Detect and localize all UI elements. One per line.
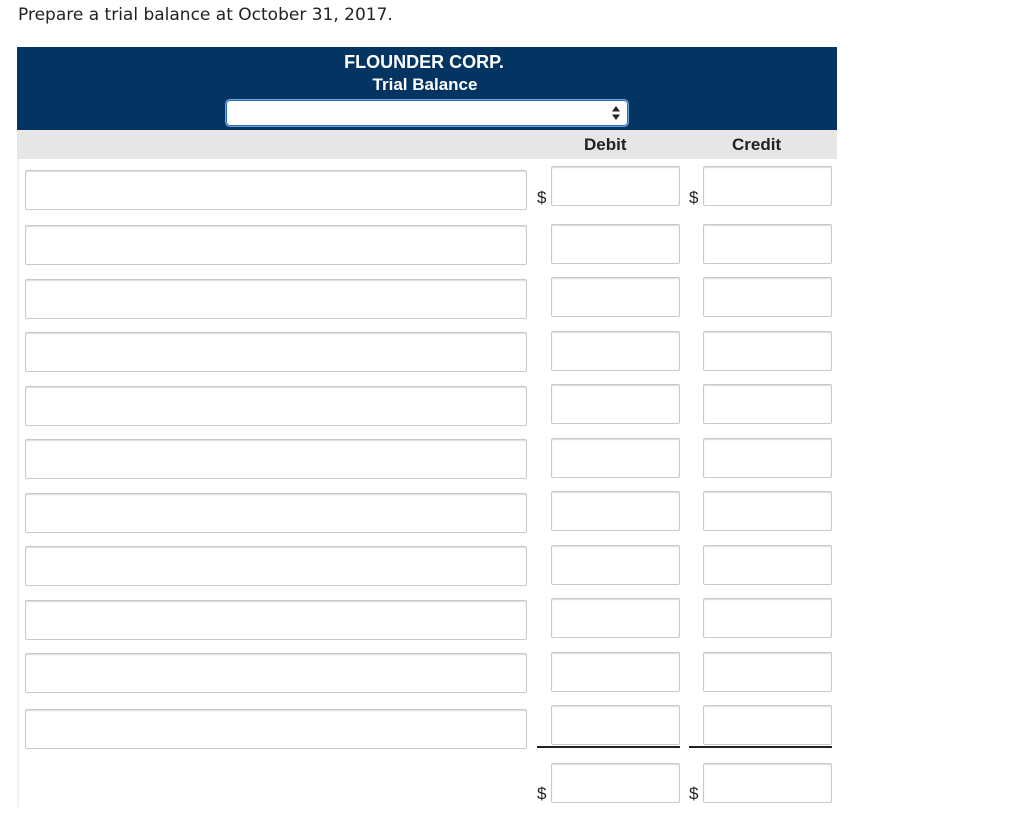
account-name-input[interactable] <box>25 439 527 479</box>
statement-title: Trial Balance <box>372 75 478 94</box>
account-name-input[interactable] <box>25 279 527 319</box>
credit-total-input[interactable] <box>703 763 832 803</box>
debit-amount-input[interactable] <box>551 438 680 478</box>
credit-amount-input[interactable] <box>703 491 832 531</box>
debit-total-dollar-sign: $ <box>537 784 547 803</box>
instruction-text: Prepare a trial balance at October 31, 2017. <box>18 5 393 25</box>
credit-total-dollar-sign: $ <box>689 784 699 803</box>
debit-amount-input[interactable] <box>551 331 680 371</box>
debit-amount-input[interactable] <box>551 652 680 692</box>
debit-amount-input[interactable] <box>551 384 680 424</box>
debit-amount-input[interactable] <box>551 705 680 745</box>
credit-amount-input[interactable] <box>703 277 832 317</box>
credit-amount-input[interactable] <box>703 224 832 264</box>
column-header-row <box>17 130 837 159</box>
debit-column-header: Debit <box>584 135 627 154</box>
date-select[interactable] <box>225 99 629 127</box>
account-name-input[interactable] <box>25 600 527 640</box>
credit-amount-input[interactable] <box>703 166 832 206</box>
credit-amount-input[interactable] <box>703 598 832 638</box>
credit-amount-input[interactable] <box>703 438 832 478</box>
credit-total-rule <box>689 746 832 748</box>
credit-amount-input[interactable] <box>703 705 832 745</box>
credit-amount-input[interactable] <box>703 545 832 585</box>
statement-header <box>17 47 837 130</box>
account-name-input[interactable] <box>25 170 527 210</box>
company-name: FLOUNDER CORP. <box>344 52 504 72</box>
debit-amount-input[interactable] <box>551 545 680 585</box>
debit-amount-input[interactable] <box>551 598 680 638</box>
account-name-input[interactable] <box>25 653 527 693</box>
account-name-input[interactable] <box>25 332 527 372</box>
debit-amount-input[interactable] <box>551 277 680 317</box>
credit-amount-input[interactable] <box>703 652 832 692</box>
account-name-input[interactable] <box>25 225 527 265</box>
debit-amount-input[interactable] <box>551 491 680 531</box>
updown-arrows-icon <box>611 105 621 121</box>
account-name-input[interactable] <box>25 493 527 533</box>
credit-amount-input[interactable] <box>703 331 832 371</box>
debit-total-rule <box>537 746 680 748</box>
debit-total-input[interactable] <box>551 763 680 803</box>
debit-amount-input[interactable] <box>551 224 680 264</box>
credit-dollar-sign: $ <box>689 188 699 207</box>
account-name-input[interactable] <box>25 709 527 749</box>
debit-dollar-sign: $ <box>537 188 547 207</box>
account-name-input[interactable] <box>25 546 527 586</box>
credit-column-header: Credit <box>732 135 782 154</box>
panel-left-border <box>17 159 19 807</box>
credit-amount-input[interactable] <box>703 384 832 424</box>
account-name-input[interactable] <box>25 386 527 426</box>
trial-balance-panel <box>17 47 837 807</box>
debit-amount-input[interactable] <box>551 166 680 206</box>
